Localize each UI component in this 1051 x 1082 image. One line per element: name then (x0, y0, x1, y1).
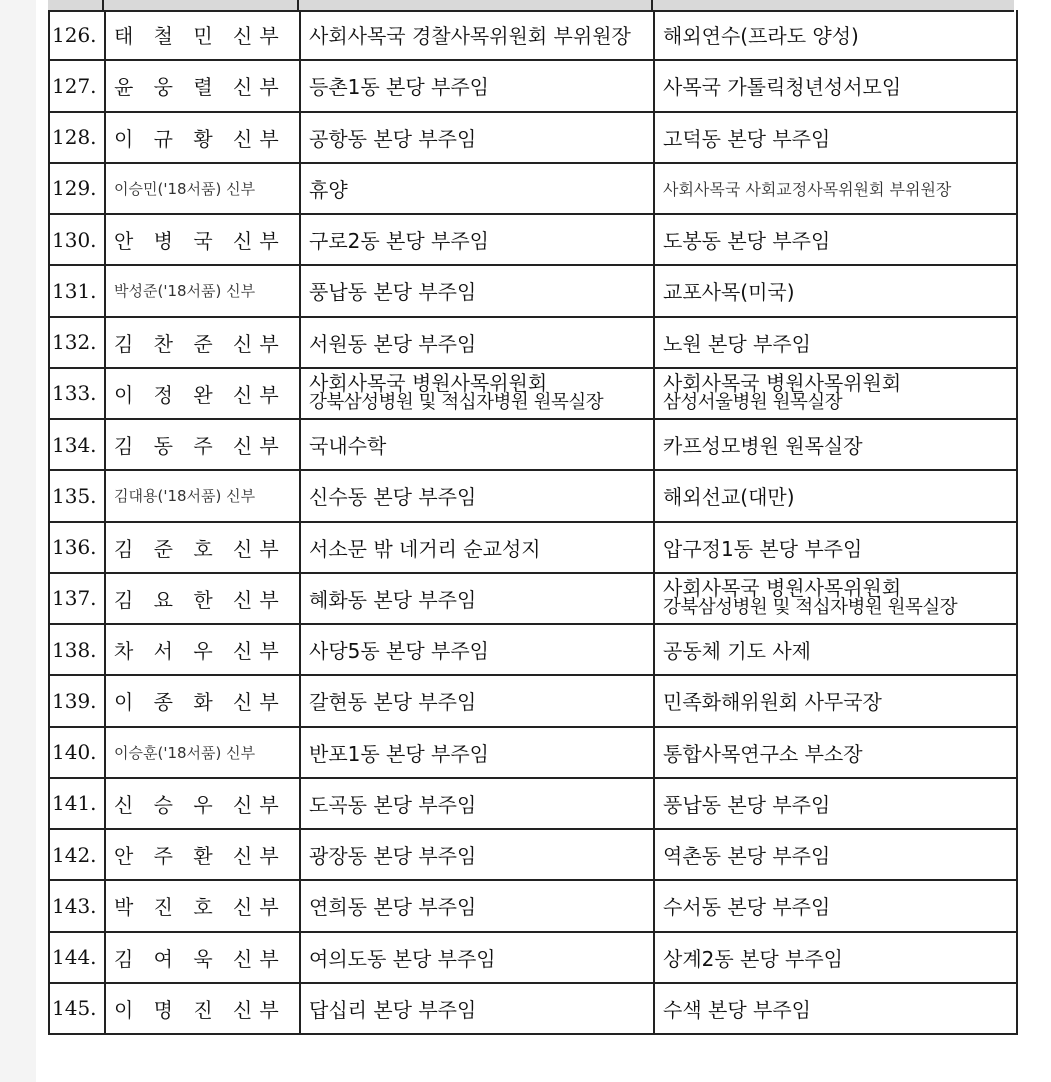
new-post (655, 61, 1016, 110)
new-post (655, 10, 1016, 59)
new-post-line: 역촌동 본당 부주임 (663, 844, 831, 869)
table-row (50, 266, 1016, 317)
previous-post-line: 휴양 (309, 177, 348, 202)
table-row (50, 676, 1016, 727)
new-post-line: 사회사목국 병원사목위원회 (663, 576, 902, 601)
new-post-line: 해외연수(프라도 양성) (663, 24, 859, 49)
row-number: 135. (50, 471, 106, 520)
table-row (50, 779, 1016, 830)
table-row (50, 523, 1016, 574)
row-number: 137. (50, 574, 106, 623)
new-post-line: 사목국 가톨릭청년성서모임 (663, 75, 902, 100)
new-post (655, 471, 1016, 520)
table-row (50, 215, 1016, 266)
previous-post (301, 10, 655, 59)
previous-post-line: 반포1동 본당 부주임 (309, 741, 489, 766)
previous-post (301, 523, 655, 572)
new-post (655, 318, 1016, 367)
new-post-line: 풍납동 본당 부주임 (663, 792, 831, 817)
previous-post (301, 933, 655, 982)
new-post-line: 수색 본당 부주임 (663, 997, 811, 1022)
previous-post-line: 풍납동 본당 부주임 (309, 280, 477, 305)
row-number: 143. (50, 881, 106, 930)
row-number: 142. (50, 830, 106, 879)
new-post (655, 830, 1016, 879)
table-row (50, 318, 1016, 369)
previous-post-line: 서소문 밖 네거리 순교성지 (309, 536, 541, 561)
new-post-line: 도봉동 본당 부주임 (663, 229, 831, 254)
row-number: 140. (50, 728, 106, 777)
previous-post (301, 420, 655, 469)
row-number: 141. (50, 779, 106, 828)
new-post (655, 113, 1016, 162)
new-post-line: 강북삼성병원 및 적십자병원 원목실장 (663, 597, 958, 619)
previous-post (301, 61, 655, 110)
new-post (655, 933, 1016, 982)
new-post-line: 사회사목국 사회교정사목위원회 부위원장 (663, 179, 952, 199)
row-number: 139. (50, 676, 106, 725)
previous-post (301, 215, 655, 264)
previous-post (301, 471, 655, 520)
row-number: 134. (50, 420, 106, 469)
priest-name: 이 규 황 신부 (106, 113, 301, 162)
new-post-line: 노원 본당 부주임 (663, 331, 811, 356)
new-post (655, 164, 1016, 213)
previous-post (301, 164, 655, 213)
priest-name: 이 명 진 신부 (106, 984, 301, 1033)
new-post (655, 369, 1016, 418)
new-post-line: 민족화해위원회 사무국장 (663, 690, 882, 715)
new-post-line: 공동체 기도 사제 (663, 639, 811, 664)
table-row (50, 10, 1016, 61)
table-row (50, 369, 1016, 420)
previous-post-line: 구로2동 본당 부주임 (309, 229, 489, 254)
previous-post-line: 사회사목국 병원사목위원회 (309, 371, 548, 396)
row-number: 128. (50, 113, 106, 162)
previous-post (301, 574, 655, 623)
previous-post (301, 881, 655, 930)
previous-post (301, 779, 655, 828)
row-number: 131. (50, 266, 106, 315)
previous-post (301, 728, 655, 777)
previous-post-line: 강북삼성병원 및 적십자병원 원목실장 (309, 392, 604, 414)
new-post-line: 압구정1동 본당 부주임 (663, 536, 863, 561)
new-post (655, 881, 1016, 930)
new-post (655, 266, 1016, 315)
priest-name: 김 준 호 신부 (106, 523, 301, 572)
priest-name: 이 정 완 신부 (106, 369, 301, 418)
previous-post-line: 광장동 본당 부주임 (309, 844, 477, 869)
priest-name: 김 동 주 신부 (106, 420, 301, 469)
priest-name: 김 찬 준 신부 (106, 318, 301, 367)
table-row (50, 61, 1016, 112)
table-row (50, 574, 1016, 625)
priest-name: 이승민('18서품) 신부 (106, 164, 301, 213)
priest-name: 박성준('18서품) 신부 (106, 266, 301, 315)
new-post (655, 523, 1016, 572)
row-number: 145. (50, 984, 106, 1033)
priest-name: 박 진 호 신부 (106, 881, 301, 930)
previous-post (301, 830, 655, 879)
new-post (655, 215, 1016, 264)
row-number: 132. (50, 318, 106, 367)
table-row (50, 728, 1016, 779)
previous-post-line: 등촌1동 본당 부주임 (309, 75, 489, 100)
new-post-line: 통합사목연구소 부소장 (663, 741, 863, 766)
previous-post (301, 625, 655, 674)
table-row (50, 625, 1016, 676)
priest-name: 김 요 한 신부 (106, 574, 301, 623)
new-post-line: 해외선교(대만) (663, 485, 795, 510)
new-post-line: 교포사목(미국) (663, 280, 795, 305)
row-number: 127. (50, 61, 106, 110)
new-post-line: 카프성모병원 원목실장 (663, 434, 863, 459)
priest-name: 안 병 국 신부 (106, 215, 301, 264)
new-post-line: 삼성서울병원 원목실장 (663, 392, 843, 414)
table-row (50, 881, 1016, 932)
previous-post-line: 연희동 본당 부주임 (309, 895, 477, 920)
previous-post-line: 갈현동 본당 부주임 (309, 690, 477, 715)
previous-post-line: 혜화동 본당 부주임 (309, 587, 477, 612)
new-post-line: 상계2동 본당 부주임 (663, 946, 843, 971)
table-row (50, 830, 1016, 881)
table-row (50, 113, 1016, 164)
row-number: 136. (50, 523, 106, 572)
left-margin (0, 0, 36, 1082)
table-row (50, 420, 1016, 471)
table-row (50, 984, 1016, 1035)
previous-post (301, 369, 655, 418)
row-number: 144. (50, 933, 106, 982)
previous-post-line: 공항동 본당 부주임 (309, 126, 477, 151)
previous-post (301, 676, 655, 725)
new-post (655, 676, 1016, 725)
row-number: 130. (50, 215, 106, 264)
new-post (655, 779, 1016, 828)
priest-name: 김 여 욱 신부 (106, 933, 301, 982)
new-post (655, 625, 1016, 674)
priest-name: 윤 웅 렬 신부 (106, 61, 301, 110)
priest-name: 안 주 환 신부 (106, 830, 301, 879)
new-post (655, 574, 1016, 623)
priest-name: 이 종 화 신부 (106, 676, 301, 725)
previous-post-line: 여의도동 본당 부주임 (309, 946, 496, 971)
appointments-table (48, 10, 1018, 1035)
row-number: 138. (50, 625, 106, 674)
previous-post (301, 266, 655, 315)
row-number: 133. (50, 369, 106, 418)
priest-name: 신 승 우 신부 (106, 779, 301, 828)
priest-name: 태 철 민 신부 (106, 10, 301, 59)
row-number: 129. (50, 164, 106, 213)
new-post (655, 420, 1016, 469)
priest-name: 김대용('18서품) 신부 (106, 471, 301, 520)
priest-name: 이승훈('18서품) 신부 (106, 728, 301, 777)
previous-post-line: 답십리 본당 부주임 (309, 997, 477, 1022)
table-row (50, 164, 1016, 215)
previous-post-line: 사당5동 본당 부주임 (309, 639, 489, 664)
priest-name: 차 서 우 신부 (106, 625, 301, 674)
row-number: 126. (50, 10, 106, 59)
previous-post-line: 국내수학 (309, 434, 387, 459)
previous-post-line: 사회사목국 경찰사목위원회 부위원장 (309, 24, 631, 49)
previous-post (301, 113, 655, 162)
table-row (50, 933, 1016, 984)
previous-post (301, 984, 655, 1033)
new-post-line: 사회사목국 병원사목위원회 (663, 371, 902, 396)
new-post (655, 728, 1016, 777)
table-row (50, 471, 1016, 522)
previous-post-line: 서원동 본당 부주임 (309, 331, 477, 356)
previous-post (301, 318, 655, 367)
new-post-line: 수서동 본당 부주임 (663, 895, 831, 920)
previous-post-line: 신수동 본당 부주임 (309, 485, 477, 510)
previous-post-line: 도곡동 본당 부주임 (309, 792, 477, 817)
new-post-line: 고덕동 본당 부주임 (663, 126, 831, 151)
new-post (655, 984, 1016, 1033)
